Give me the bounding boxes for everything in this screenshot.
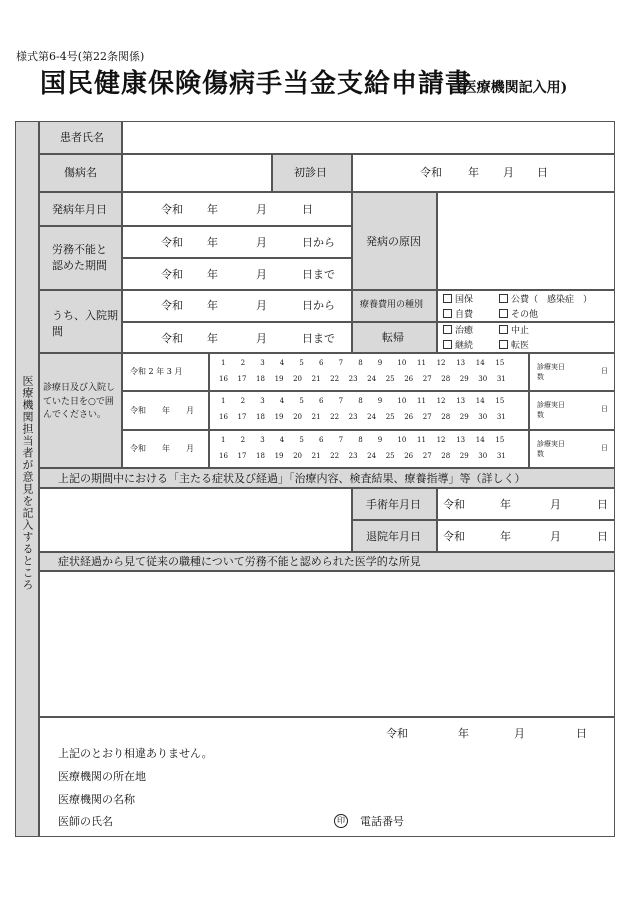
hospital-from-day: 日から [302, 299, 335, 312]
day-number[interactable]: 4 [279, 436, 285, 444]
side-label: 医療機関担当者が意見を記入するところ [21, 375, 34, 591]
day-number[interactable]: 15 [495, 397, 505, 405]
day-number[interactable]: 18 [256, 375, 265, 383]
visit-month-label: 令和 年 月 [130, 405, 194, 415]
day-number[interactable]: 20 [293, 375, 302, 383]
day-number[interactable]: 14 [475, 436, 485, 444]
opinion-field[interactable] [39, 571, 615, 717]
onset-date-field[interactable] [122, 192, 352, 226]
treatment-days-unit: 日 [601, 367, 608, 375]
onset-date-label: 発病年月日 [52, 203, 107, 216]
day-number[interactable]: 6 [319, 397, 324, 405]
first-visit-era: 令和 [420, 166, 442, 179]
day-number[interactable]: 17 [237, 452, 247, 460]
day-number[interactable]: 29 [459, 413, 469, 421]
day-number[interactable]: 11 [417, 359, 426, 367]
day-number[interactable]: 15 [495, 436, 505, 444]
day-number[interactable]: 30 [478, 375, 488, 383]
hospital-period-label: うち、入院期間 [52, 309, 118, 338]
day-number[interactable]: 23 [348, 413, 358, 421]
first-visit-day: 日 [537, 166, 548, 179]
treatment-days-label: 診療実日数 [537, 440, 565, 458]
day-number[interactable]: 8 [358, 397, 363, 405]
onset-day: 日 [302, 203, 313, 216]
day-number[interactable]: 22 [330, 413, 340, 421]
form-number: 様式第6-4号(第22条関係) [16, 50, 145, 63]
cost-jihi-option[interactable] [443, 309, 473, 320]
incapacity-label: 労務不能と認めた期間 [52, 243, 107, 272]
day-number[interactable]: 7 [338, 436, 344, 444]
day-number[interactable]: 2 [240, 359, 246, 367]
checkbox-icon [499, 340, 508, 349]
day-number[interactable]: 5 [299, 359, 304, 367]
day-number[interactable]: 23 [348, 375, 358, 383]
opinion-header: 症状経過から見て従来の職種について労務不能と認められた医学的な所見 [58, 555, 421, 568]
patient-name-field[interactable] [122, 121, 615, 154]
cost-sonota-label: その他 [511, 310, 539, 320]
cost-jihi-label: 自費 [455, 310, 474, 320]
hospital-to-year: 年 [207, 332, 218, 345]
treatment-days-unit: 日 [601, 405, 608, 413]
day-number[interactable]: 3 [260, 359, 265, 367]
day-number[interactable]: 8 [358, 359, 363, 367]
treatment-days-label: 診療実日数 [537, 363, 565, 381]
incapacity-to-day: 日まで [302, 268, 335, 281]
checkbox-icon [443, 340, 452, 349]
day-number[interactable]: 10 [397, 436, 407, 444]
cost-kohi-label: 公費（ 感染症 ） [511, 295, 593, 305]
day-number[interactable]: 24 [367, 413, 377, 421]
day-number[interactable]: 1 [221, 436, 226, 444]
checkbox-icon [443, 309, 452, 318]
incapacity-to-year: 年 [207, 268, 218, 281]
outcome-label: 転帰 [382, 331, 404, 344]
day-number[interactable]: 31 [496, 452, 506, 460]
day-number[interactable]: 27 [422, 413, 432, 421]
surgery-date-label: 手術年月日 [366, 498, 421, 511]
day-number[interactable]: 28 [441, 375, 451, 383]
discharge-day: 日 [597, 530, 608, 543]
day-number[interactable]: 12 [436, 436, 446, 444]
first-visit-label: 初診日 [294, 166, 327, 179]
day-number[interactable]: 13 [456, 397, 466, 405]
day-number[interactable]: 17 [237, 413, 247, 421]
symptoms-field[interactable] [39, 488, 352, 552]
checkbox-icon [499, 325, 508, 334]
day-number[interactable]: 2 [240, 397, 246, 405]
day-number[interactable]: 10 [397, 397, 407, 405]
clinic-name-label: 医療機関の名称 [58, 793, 135, 806]
symptoms-header: 上記の期間中における「主たる症状及び経過」「治療内容、検査結果、療養指導」等（詳しく） [58, 472, 526, 485]
discharge-date-label: 退院年月日 [366, 530, 421, 543]
day-number[interactable]: 4 [279, 359, 285, 367]
hospital-to-month: 月 [256, 332, 267, 345]
day-number[interactable]: 25 [385, 375, 395, 383]
day-number[interactable]: 27 [422, 452, 432, 460]
sign-year: 年 [458, 727, 469, 740]
day-number[interactable]: 30 [478, 452, 488, 460]
outcome-chiyu-label: 治癒 [455, 326, 474, 336]
day-number[interactable]: 11 [417, 397, 426, 405]
day-number[interactable]: 12 [436, 359, 446, 367]
day-number[interactable]: 24 [367, 452, 377, 460]
day-number[interactable]: 17 [237, 375, 247, 383]
day-number[interactable]: 31 [496, 375, 506, 383]
outcome-tenni-option[interactable] [499, 340, 529, 351]
day-number[interactable]: 20 [293, 452, 302, 460]
day-number[interactable]: 6 [319, 436, 324, 444]
incapacity-from-day: 日から [302, 236, 335, 249]
day-number[interactable]: 21 [311, 452, 321, 460]
day-number[interactable]: 27 [422, 375, 432, 383]
day-number[interactable]: 6 [319, 359, 324, 367]
first-visit-year: 年 [468, 166, 479, 179]
hospital-to-day: 日まで [302, 332, 335, 345]
cost-sonota-option[interactable] [499, 309, 538, 320]
form-subtitle: (医療機関記入用) [456, 80, 568, 96]
day-number[interactable]: 2 [240, 436, 246, 444]
cause-label: 発病の原因 [366, 235, 421, 248]
treatment-days-unit: 日 [601, 444, 608, 452]
seal-mark [334, 814, 348, 828]
day-number[interactable]: 16 [219, 375, 228, 383]
checkbox-icon [499, 309, 508, 318]
seal-icon: 印 [334, 814, 348, 828]
day-number[interactable]: 9 [377, 436, 383, 444]
day-number[interactable]: 9 [377, 397, 383, 405]
checkbox-icon [443, 325, 452, 334]
form-title: 国民健康保険傷病手当金支給申請書 [40, 69, 473, 99]
outcome-keizoku-option[interactable] [443, 340, 473, 351]
day-number[interactable]: 26 [404, 375, 414, 383]
incapacity-from-era: 令和 [161, 236, 183, 249]
sign-month: 月 [514, 727, 525, 740]
hospital-from-month: 月 [256, 299, 267, 312]
day-number[interactable]: 7 [338, 397, 344, 405]
cost-type-label: 療養費用の種別 [360, 300, 424, 310]
day-number[interactable]: 5 [299, 436, 304, 444]
day-number[interactable]: 11 [417, 436, 426, 444]
disease-name-field[interactable] [122, 154, 272, 192]
day-number[interactable]: 24 [367, 375, 377, 383]
day-number[interactable]: 19 [274, 375, 284, 383]
day-number[interactable]: 13 [456, 436, 466, 444]
incapacity-to-month: 月 [256, 268, 267, 281]
surgery-era: 令和 [443, 498, 465, 511]
day-number[interactable]: 15 [495, 359, 505, 367]
patient-name-label: 患者氏名 [60, 131, 104, 144]
sign-day: 日 [576, 727, 587, 740]
outcome-keizoku-label: 継続 [455, 341, 474, 351]
surgery-month: 月 [550, 498, 561, 511]
first-visit-month: 月 [503, 166, 514, 179]
cost-kokuho-label: 国保 [455, 295, 474, 305]
day-number[interactable]: 7 [338, 359, 344, 367]
visit-days-label: 診療日及び入院していた日を○で囲んでください。 [43, 383, 116, 420]
day-number[interactable]: 28 [441, 452, 451, 460]
day-number[interactable]: 10 [397, 359, 407, 367]
onset-month: 月 [256, 203, 267, 216]
day-number[interactable]: 21 [311, 375, 321, 383]
hospital-to-era: 令和 [161, 332, 183, 345]
day-number[interactable]: 18 [256, 413, 265, 421]
incapacity-to-era: 令和 [161, 268, 183, 281]
visit-month-label: 令和 2 年 3 月 [130, 367, 183, 376]
day-number[interactable]: 14 [475, 359, 485, 367]
day-number[interactable]: 25 [385, 413, 395, 421]
outcome-chushi-option[interactable] [499, 325, 529, 336]
hospital-from-year: 年 [207, 299, 218, 312]
day-number[interactable]: 9 [377, 359, 383, 367]
hospital-from-era: 令和 [161, 299, 183, 312]
day-number[interactable]: 1 [221, 359, 226, 367]
outcome-chiyu-option[interactable] [443, 325, 473, 336]
day-number[interactable]: 19 [274, 452, 284, 460]
sign-era: 令和 [386, 727, 408, 740]
onset-year: 年 [207, 203, 218, 216]
incapacity-from-year: 年 [207, 236, 218, 249]
checkbox-icon [499, 294, 508, 303]
cost-kokuho-option[interactable] [443, 294, 473, 305]
surgery-day: 日 [597, 498, 608, 511]
day-number[interactable]: 26 [404, 452, 414, 460]
day-number[interactable]: 20 [293, 413, 302, 421]
outcome-tenni-label: 転医 [511, 341, 530, 351]
day-number[interactable]: 22 [330, 452, 340, 460]
day-number[interactable]: 4 [279, 397, 285, 405]
phone-label: 電話番号 [360, 815, 404, 828]
certify-text: 上記のとおり相違ありません。 [58, 747, 213, 760]
cause-field[interactable] [437, 192, 615, 290]
day-number[interactable]: 22 [330, 375, 340, 383]
day-number[interactable]: 29 [459, 452, 469, 460]
discharge-year: 年 [500, 530, 511, 543]
day-number[interactable]: 26 [404, 413, 414, 421]
onset-era: 令和 [161, 203, 183, 216]
incapacity-from-month: 月 [256, 236, 267, 249]
day-number[interactable]: 16 [219, 452, 228, 460]
outcome-chushi-label: 中止 [511, 326, 530, 336]
day-number[interactable]: 28 [441, 413, 451, 421]
disease-name-label: 傷病名 [64, 166, 97, 179]
day-number[interactable]: 3 [260, 397, 265, 405]
cost-kohi-option[interactable] [499, 294, 592, 305]
first-visit-field[interactable] [352, 154, 615, 192]
day-number[interactable]: 3 [260, 436, 265, 444]
checkbox-icon [443, 294, 452, 303]
day-number[interactable]: 12 [436, 397, 446, 405]
day-number[interactable]: 13 [456, 359, 466, 367]
day-number[interactable]: 29 [459, 375, 469, 383]
surgery-year: 年 [500, 498, 511, 511]
day-number[interactable]: 23 [348, 452, 358, 460]
day-number[interactable]: 1 [221, 397, 226, 405]
day-number[interactable]: 21 [311, 413, 321, 421]
day-number[interactable]: 5 [299, 397, 304, 405]
clinic-address-label: 医療機関の所在地 [58, 770, 146, 783]
day-number[interactable]: 18 [256, 452, 265, 460]
day-number[interactable]: 16 [219, 413, 228, 421]
day-number[interactable]: 31 [496, 413, 506, 421]
visit-month-label: 令和 年 月 [130, 444, 194, 453]
treatment-days-label: 診療実日数 [537, 401, 565, 419]
day-number[interactable]: 19 [274, 413, 284, 421]
day-number[interactable]: 25 [385, 452, 395, 460]
discharge-month: 月 [550, 530, 561, 543]
doctor-name-label: 医師の氏名 [58, 815, 113, 828]
day-number[interactable]: 8 [358, 436, 363, 444]
day-number[interactable]: 14 [475, 397, 485, 405]
day-number[interactable]: 30 [478, 413, 488, 421]
discharge-era: 令和 [443, 530, 465, 543]
